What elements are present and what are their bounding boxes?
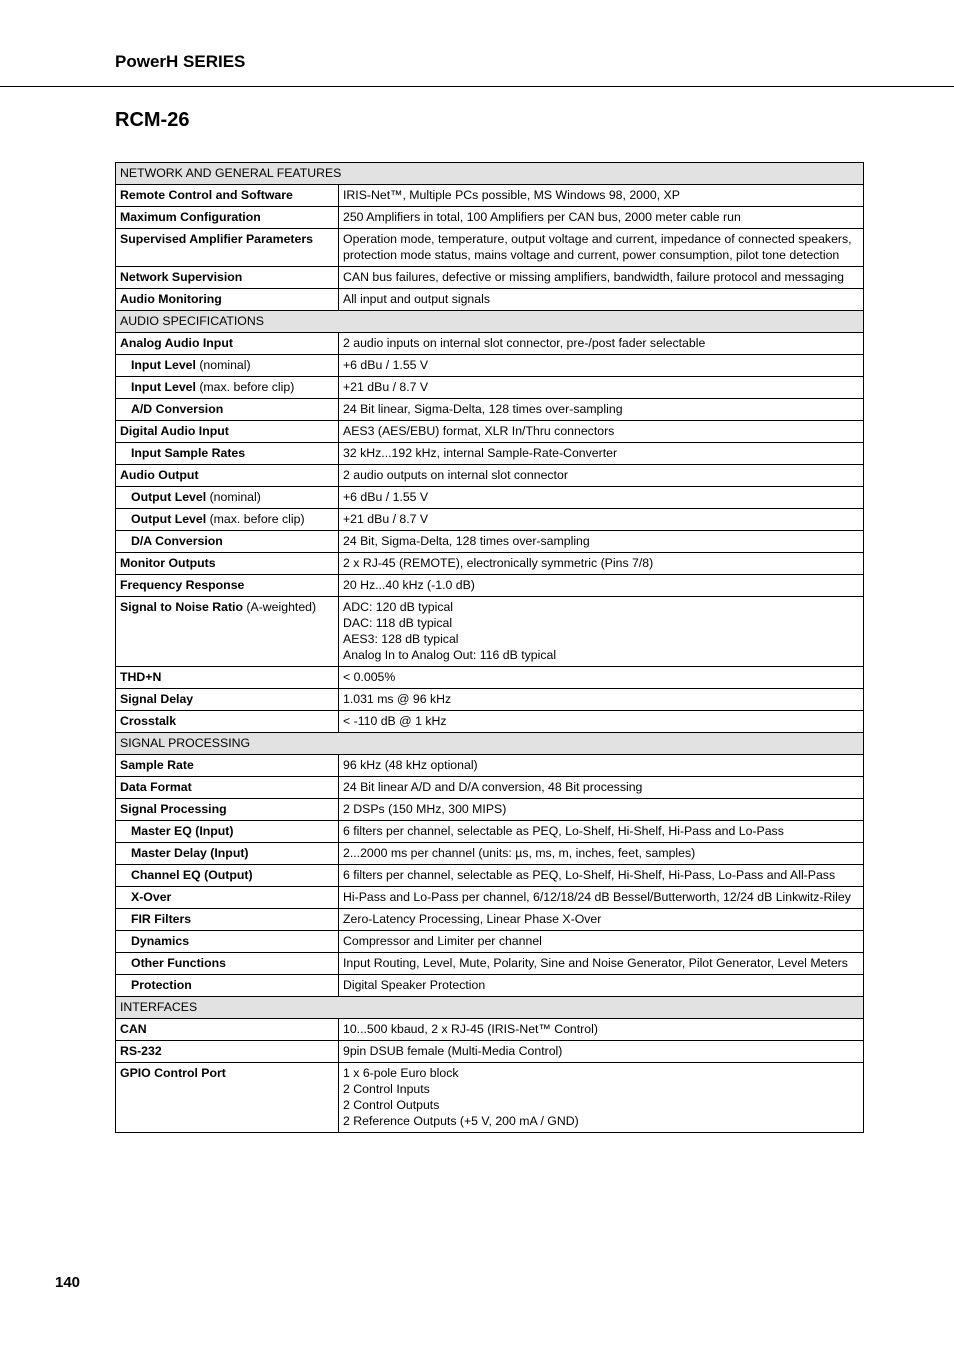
label-text: Dynamics (131, 934, 190, 948)
row-value (339, 267, 864, 289)
value-line: 2 Control Inputs (343, 1082, 430, 1096)
row-label (116, 909, 339, 931)
table-row (116, 377, 864, 399)
value-line: Input Routing, Level, Mute, Polarity, Sine and Noise Generator, Pilot Generator, Level Meters (343, 956, 848, 970)
row-label (116, 843, 339, 865)
row-value (339, 953, 864, 975)
value-line: 20 Hz...40 kHz (-1.0 dB) (343, 578, 475, 592)
label-text: X-Over (131, 890, 172, 904)
value-line: 9pin DSUB female (Multi-Media Control) (343, 1044, 563, 1058)
header-rule (0, 86, 954, 87)
row-label (116, 931, 339, 953)
label-text: Output Level (131, 490, 207, 504)
table-row (116, 185, 864, 207)
value-line: +6 dBu / 1.55 V (343, 490, 429, 504)
row-label (116, 799, 339, 821)
label-text: Signal to Noise Ratio (120, 600, 243, 614)
label-text: Protection (131, 978, 192, 992)
value-line: Hi-Pass and Lo-Pass per channel, 6/12/18/24 dB Bessel/Butterworth, 12/24 dB Linkwitz-Riley (343, 890, 851, 904)
value-line: CAN bus failures, defective or missing amplifiers, bandwidth, failure protocol and messaging (343, 270, 844, 284)
value-line: < 0.005% (343, 670, 396, 684)
row-value (339, 597, 864, 667)
label-text: GPIO Control Port (120, 1066, 226, 1080)
spec-table (115, 162, 864, 1133)
value-line: 6 filters per channel, selectable as PEQ, Lo-Shelf, Hi-Shelf, Hi-Pass and Lo-Pass (343, 824, 784, 838)
row-value (339, 667, 864, 689)
value-line: Operation mode, temperature, output voltage and current, impedance of connected speakers, protection mode status, mains voltage and current, power consumption, pilot tone detection (343, 232, 852, 262)
value-line: 2 audio inputs on internal slot connector, pre-/post fader selectable (343, 336, 706, 350)
table-row (116, 443, 864, 465)
value-line: 2 Control Outputs (343, 1098, 440, 1112)
row-value (339, 553, 864, 575)
label-text: Data Format (120, 780, 192, 794)
row-label (116, 399, 339, 421)
row-value (339, 355, 864, 377)
table-row (116, 843, 864, 865)
row-label (116, 185, 339, 207)
row-value (339, 689, 864, 711)
table-row (116, 531, 864, 553)
label-text: Master EQ (Input) (131, 824, 234, 838)
label-qualifier: (max. before clip) (195, 380, 295, 394)
label-text: A/D Conversion (131, 402, 224, 416)
label-text: Master Delay (Input) (131, 846, 249, 860)
table-row (116, 421, 864, 443)
row-value (339, 465, 864, 487)
section-heading: NETWORK AND GENERAL FEATURES (116, 163, 864, 185)
row-label (116, 821, 339, 843)
value-line: AES3: 128 dB typical (343, 632, 459, 646)
value-line: 1 x 6-pole Euro block (343, 1066, 459, 1080)
row-value (339, 821, 864, 843)
page-number: 140 (55, 1274, 81, 1291)
row-label (116, 487, 339, 509)
table-row (116, 799, 864, 821)
label-qualifier: (max. before clip) (206, 512, 305, 526)
label-text: Crosstalk (120, 714, 177, 728)
label-text: D/A Conversion (131, 534, 223, 548)
row-value (339, 865, 864, 887)
section-header-row (116, 997, 864, 1019)
row-value (339, 487, 864, 509)
row-label (116, 355, 339, 377)
table-row (116, 509, 864, 531)
value-line: +6 dBu / 1.55 V (343, 358, 429, 372)
page-title: RCM-26 (115, 109, 190, 131)
row-value (339, 185, 864, 207)
value-line: 24 Bit linear, Sigma-Delta, 128 times over-sampling (343, 402, 623, 416)
table-row (116, 553, 864, 575)
label-text: Frequency Response (120, 578, 245, 592)
row-label (116, 267, 339, 289)
label-qualifier: (nominal) (195, 358, 251, 372)
row-value (339, 531, 864, 553)
series-header: PowerH SERIES (115, 52, 246, 71)
value-line: +21 dBu / 8.7 V (343, 512, 429, 526)
table-row (116, 975, 864, 997)
row-label (116, 465, 339, 487)
label-text: Input Level (131, 358, 196, 372)
label-text: Input Level (131, 380, 196, 394)
row-label (116, 777, 339, 799)
row-label (116, 975, 339, 997)
row-value (339, 229, 864, 267)
value-line: 32 kHz...192 kHz, internal Sample-Rate-Converter (343, 446, 618, 460)
table-row (116, 909, 864, 931)
row-value (339, 909, 864, 931)
row-value (339, 931, 864, 953)
label-text: Audio Output (120, 468, 199, 482)
table-row (116, 711, 864, 733)
label-text: Remote Control and Software (120, 188, 293, 202)
value-line: 96 kHz (48 kHz optional) (343, 758, 478, 772)
row-label (116, 1019, 339, 1041)
label-text: Maximum Configuration (120, 210, 261, 224)
row-value (339, 289, 864, 311)
row-label (116, 421, 339, 443)
row-label (116, 289, 339, 311)
row-label (116, 377, 339, 399)
table-row (116, 755, 864, 777)
label-text: Signal Processing (120, 802, 227, 816)
label-text: FIR Filters (131, 912, 192, 926)
value-line: +21 dBu / 8.7 V (343, 380, 429, 394)
value-line: 250 Amplifiers in total, 100 Amplifiers per CAN bus, 2000 meter cable run (343, 210, 741, 224)
label-text: Monitor Outputs (120, 556, 216, 570)
value-line: 24 Bit linear A/D and D/A conversion, 48 Bit processing (343, 780, 643, 794)
table-row (116, 267, 864, 289)
table-row (116, 333, 864, 355)
label-text: Audio Monitoring (120, 292, 222, 306)
section-heading: SIGNAL PROCESSING (116, 733, 864, 755)
label-text: Analog Audio Input (120, 336, 233, 350)
row-value (339, 1063, 864, 1133)
value-line: 6 filters per channel, selectable as PEQ, Lo-Shelf, Hi-Shelf, Hi-Pass, Lo-Pass and All-Pass (343, 868, 836, 882)
row-label (116, 755, 339, 777)
row-label (116, 1063, 339, 1133)
row-value (339, 777, 864, 799)
row-value (339, 399, 864, 421)
row-value (339, 1019, 864, 1041)
table-row (116, 777, 864, 799)
value-line: All input and output signals (343, 292, 490, 306)
spec-table-body (116, 163, 864, 1133)
row-label (116, 443, 339, 465)
table-row (116, 689, 864, 711)
row-value (339, 975, 864, 997)
row-label (116, 953, 339, 975)
label-qualifier: (A-weighted) (242, 600, 317, 614)
row-value (339, 711, 864, 733)
value-line: Analog In to Analog Out: 116 dB typical (343, 648, 557, 662)
row-label (116, 1041, 339, 1063)
value-line: 2 Reference Outputs (+5 V, 200 mA / GND) (343, 1114, 579, 1128)
label-text: Channel EQ (Output) (131, 868, 253, 882)
value-line: IRIS-Net™, Multiple PCs possible, MS Windows 98, 2000, XP (343, 188, 680, 202)
table-row (116, 355, 864, 377)
row-value (339, 509, 864, 531)
table-row (116, 575, 864, 597)
row-label (116, 575, 339, 597)
row-label (116, 553, 339, 575)
row-label (116, 667, 339, 689)
section-heading: INTERFACES (116, 997, 864, 1019)
table-row (116, 1063, 864, 1133)
row-value (339, 421, 864, 443)
label-text: Network Supervision (120, 270, 243, 284)
label-text: Output Level (131, 512, 207, 526)
row-label (116, 333, 339, 355)
label-text: CAN (120, 1022, 147, 1036)
value-line: 2 DSPs (150 MHz, 300 MIPS) (343, 802, 507, 816)
row-label (116, 887, 339, 909)
value-line: Compressor and Limiter per channel (343, 934, 542, 948)
table-row (116, 865, 864, 887)
table-row (116, 399, 864, 421)
row-label (116, 509, 339, 531)
label-qualifier: (nominal) (206, 490, 261, 504)
label-text: Digital Audio Input (120, 424, 229, 438)
section-header-row (116, 311, 864, 333)
table-row (116, 229, 864, 267)
table-row (116, 667, 864, 689)
table-row (116, 465, 864, 487)
label-text: Signal Delay (120, 692, 194, 706)
table-row (116, 207, 864, 229)
table-row (116, 953, 864, 975)
value-line: 1.031 ms @ 96 kHz (343, 692, 452, 706)
table-row (116, 289, 864, 311)
value-line: 2 x RJ-45 (REMOTE), electronically symmetric (Pins 7/8) (343, 556, 654, 570)
row-label (116, 207, 339, 229)
table-row (116, 821, 864, 843)
row-value (339, 755, 864, 777)
row-value (339, 575, 864, 597)
label-text: Sample Rate (120, 758, 194, 772)
row-label (116, 229, 339, 267)
row-value (339, 1041, 864, 1063)
label-text: Supervised Amplifier Parameters (120, 232, 313, 246)
row-label (116, 689, 339, 711)
row-value (339, 333, 864, 355)
value-line: 2...2000 ms per channel (units: µs, ms, m, inches, feet, samples) (343, 846, 696, 860)
row-value (339, 207, 864, 229)
value-line: DAC: 118 dB typical (343, 616, 453, 630)
row-value (339, 377, 864, 399)
value-line: AES3 (AES/EBU) format, XLR In/Thru connectors (343, 424, 615, 438)
table-row (116, 931, 864, 953)
label-text: Other Functions (131, 956, 226, 970)
row-label (116, 711, 339, 733)
table-row (116, 487, 864, 509)
row-value (339, 443, 864, 465)
value-line: 10...500 kbaud, 2 x RJ-45 (IRIS-Net™ Control) (343, 1022, 598, 1036)
label-text: THD+N (120, 670, 162, 684)
value-line: Zero-Latency Processing, Linear Phase X-Over (343, 912, 602, 926)
row-value (339, 799, 864, 821)
value-line: ADC: 120 dB typical (343, 600, 454, 614)
label-text: RS-232 (120, 1044, 162, 1058)
section-heading: AUDIO SPECIFICATIONS (116, 311, 864, 333)
row-label (116, 597, 339, 667)
label-text: Input Sample Rates (131, 446, 246, 460)
value-line: 24 Bit, Sigma-Delta, 128 times over-sampling (343, 534, 590, 548)
value-line: 2 audio outputs on internal slot connector (343, 468, 568, 482)
table-row (116, 1041, 864, 1063)
row-value (339, 843, 864, 865)
table-row (116, 597, 864, 667)
row-value (339, 887, 864, 909)
value-line: Digital Speaker Protection (343, 978, 486, 992)
section-header-row (116, 733, 864, 755)
table-row (116, 887, 864, 909)
section-header-row (116, 163, 864, 185)
row-label (116, 865, 339, 887)
row-label (116, 531, 339, 553)
value-line: < -110 dB @ 1 kHz (343, 714, 447, 728)
table-row (116, 1019, 864, 1041)
